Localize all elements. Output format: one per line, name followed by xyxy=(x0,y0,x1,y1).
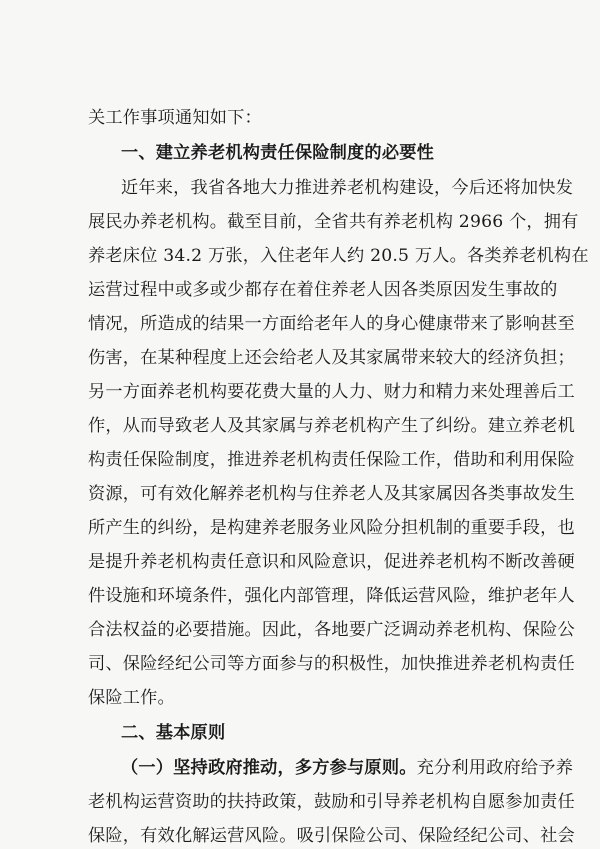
text-line: 所产生的纠纷，是构建养老服务业风险分担机制的重要手段，也 xyxy=(88,518,575,538)
section-heading-2: 二、基本原则 xyxy=(121,723,226,743)
text-line: 保险，有效化解运营风险。吸引保险公司、保险经纪公司、社会 xyxy=(88,826,575,846)
text-line: 是提升养老机构责任意识和风险意识，促进养老机构不断改善硬 xyxy=(88,552,575,572)
text-line: 近年来，我省各地大力推进养老机构建设，今后还将加快发 xyxy=(121,178,574,198)
principle-text: 充分利用政府给予养 xyxy=(416,758,574,778)
section-heading-1: 一、建立养老机构责任保险制度的必要性 xyxy=(121,143,434,163)
text-line: 展民办养老机构。截至目前，全省共有养老机构 2966 个，拥有 xyxy=(88,212,579,232)
text-line: 养老床位 34.2 万张，入住老年人约 20.5 万人。各类养老机构在 xyxy=(88,246,589,266)
principle-line xyxy=(121,757,574,779)
text-line: 运营过程中或多或少都存在着住养老人因各类原因发生事故的 xyxy=(88,280,558,300)
text-line: 伤害，在某种程度上还会给老人及其家属带来较大的经济负担； xyxy=(88,348,575,368)
text-line: 老机构运营资助的扶持政策，鼓励和引导养老机构自愿参加责任 xyxy=(88,792,575,812)
text-line: 资源，可有效化解养老机构与住养老人及其家属因各类事故发生 xyxy=(88,484,575,504)
text-line: 保险工作。 xyxy=(88,688,175,708)
text-line: 情况，所造成的结果一方面给老年人的身心健康带来了影响甚至 xyxy=(88,314,575,334)
text-line: 司、保险经纪公司等方面参与的积极性，加快推进养老机构责任 xyxy=(88,654,575,674)
text-line: 另一方面养老机构要花费大量的人力、财力和精力来处理善后工 xyxy=(88,382,575,402)
text-line: 件设施和环境条件，强化内部管理，降低运营风险，维护老年人 xyxy=(88,586,575,606)
text-line: 作，从而导致老人及其家属与养老机构产生了纠纷。建立养老机 xyxy=(88,416,575,436)
text-line: 构责任保险制度，推进养老机构责任保险工作，借助和利用保险 xyxy=(88,450,575,470)
principle-title: （一）坚持政府推动，多方参与原则。 xyxy=(121,758,417,778)
text-line: 合法权益的必要措施。因此，各地要广泛调动养老机构、保险公 xyxy=(88,620,575,640)
text-line: 关工作事项通知如下： xyxy=(88,108,262,128)
